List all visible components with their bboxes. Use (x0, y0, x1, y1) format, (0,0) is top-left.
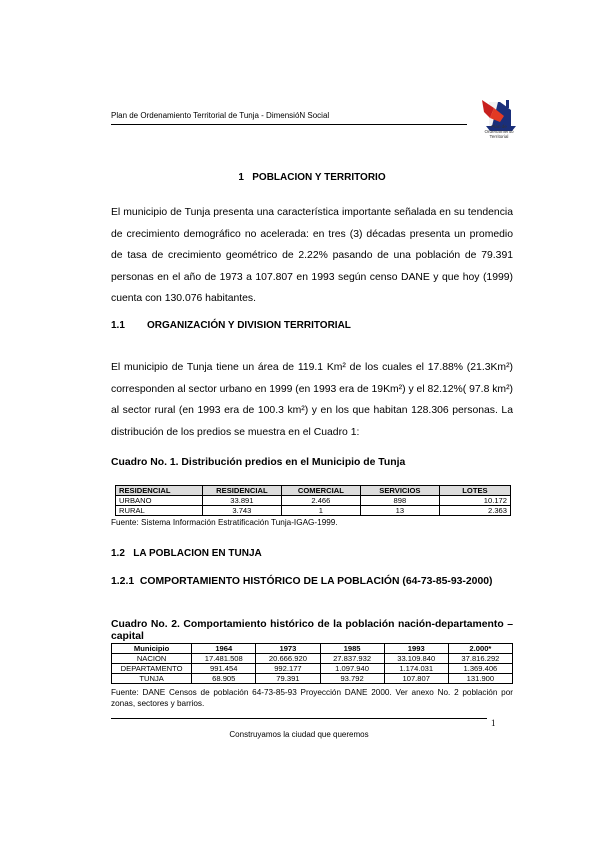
table-cell: 2.363 (439, 506, 510, 516)
table1-source: Fuente: Sistema Información Estratificación Tunja-IGAG-1999. (111, 518, 338, 527)
footer-text: Construyamos la ciudad que queremos (229, 730, 369, 739)
table2-caption: Cuadro No. 2. Comportamiento histórico de la población nación-departamento – capital (111, 619, 513, 642)
table-header-row (112, 644, 513, 654)
header-rule (111, 124, 467, 125)
table-row (112, 674, 513, 684)
table-cell: TUNJA (112, 674, 192, 684)
page-number: 1 (491, 718, 496, 728)
table-cell: 10.172 (439, 496, 510, 506)
table-cell: 1.097.940 (320, 664, 384, 674)
territory-paragraph: El municipio de Tunja tiene un área de 119.1 Km² de los cuales el 17.88% (21.3Km²) corresponden al sector urbano en 1999 (en 1993 era de 19Km²) y el 82.12%( 97.8 km²) al sector rural (en 1993 era de 100.3 km²) y en los que habitan 128.306 personas. La distribución de los predios se muestra en el Cuadro 1: (111, 362, 514, 438)
table-cell: 1.174.031 (384, 664, 448, 674)
subsection-number: 1.1 (111, 320, 125, 331)
table-cell: 20.666.920 (256, 654, 320, 664)
subsubsection-heading (111, 575, 513, 588)
table-row (116, 506, 511, 516)
table-row (116, 496, 511, 506)
table-cell: 3.743 (202, 506, 281, 516)
table-row (112, 664, 513, 674)
table1-caption: Cuadro No. 1. Distribución predios en el Municipio de Tunja (111, 457, 406, 468)
table-header-cell: 1973 (256, 644, 320, 654)
table-cell: URBANO (116, 496, 203, 506)
table-cell: 37.816.292 (448, 654, 512, 664)
subsubsection-number: 1.2.1 (111, 576, 135, 587)
table-cell: 991.454 (192, 664, 256, 674)
intro-paragraph: El municipio de Tunja presenta una característica importante señalada en su tendencia de crecimiento demográfico no acelerada: en tres (3) décadas presenta un promedio de tasa de crecimiento geométrico de 2.22% pasando de una población de 79.391 personas en el año de 1973 a 107.807 en 1993 según censo DANE y que hoy (1999) cuenta con 130.076 habitantes. (111, 207, 513, 304)
subsection-title: ORGANIZACIÓN Y DIVISION TERRITORIAL (147, 320, 351, 331)
table-header-cell: COMERCIAL (281, 486, 360, 496)
footer-rule (111, 718, 487, 719)
table-cell: 107.807 (384, 674, 448, 684)
table-cell: 79.391 (256, 674, 320, 684)
table-cell: 33.891 (202, 496, 281, 506)
table-cell: 2.466 (281, 496, 360, 506)
subsubsection-title: COMPORTAMIENTO HISTÓRICO DE LA POBLACIÓN (64-73-85-93-2000) (139, 576, 493, 587)
table-cell: 13 (360, 506, 439, 516)
table-header-cell: 2.000* (448, 644, 512, 654)
subsection-number: 1.2 (111, 548, 125, 559)
table-cell: 93.792 (320, 674, 384, 684)
logo-caption-line: Territorial (489, 134, 509, 139)
table-cell: NACION (112, 654, 192, 664)
table-cell: 33.109.840 (384, 654, 448, 664)
table-cell: 131.900 (448, 674, 512, 684)
table-cell: DEPARTAMENTO (112, 664, 192, 674)
table-cell: 17.481.508 (192, 654, 256, 664)
table-cell: 27.837.932 (320, 654, 384, 664)
subsection-heading (111, 320, 351, 331)
table-header-row (116, 486, 511, 496)
section-title (111, 172, 513, 183)
logo-caption-line: Plan de (491, 124, 507, 129)
table-cell: 1 (281, 506, 360, 516)
table-header-cell: SERVICIOS (360, 486, 439, 496)
table-cell: 992.177 (256, 664, 320, 674)
logo-caption (476, 124, 522, 139)
logo-caption-line: Ordenamiento (484, 129, 514, 134)
table-row (112, 654, 513, 664)
table-header-cell: Municipio (112, 644, 192, 654)
table-header-cell: 1993 (384, 644, 448, 654)
subsection-title: LA POBLACION EN TUNJA (133, 548, 262, 559)
table-header-cell: RESIDENCIAL (116, 486, 203, 496)
table-cell: 1.369.406 (448, 664, 512, 674)
page-header-text: Plan de Ordenamiento Territorial de Tunja - DimensióN Social (111, 111, 330, 120)
table-predios (115, 485, 511, 516)
table-cell: 898 (360, 496, 439, 506)
table-cell: RURAL (116, 506, 203, 516)
table-header-cell: RESIDENCIAL (202, 486, 281, 496)
table-header-cell: 1964 (192, 644, 256, 654)
subsection-heading (111, 548, 262, 559)
table-poblacion (111, 643, 513, 684)
section-number: 1 (238, 172, 244, 183)
table-header-cell: LOTES (439, 486, 510, 496)
section-title-text: POBLACION Y TERRITORIO (252, 172, 386, 183)
table-cell: 68.905 (192, 674, 256, 684)
table2-source: Fuente: DANE Censos de población 64-73-85-93 Proyección DANE 2000. Ver anexo No. 2 población por zonas, sectores y barrios. (111, 688, 513, 708)
table-header-cell: 1985 (320, 644, 384, 654)
